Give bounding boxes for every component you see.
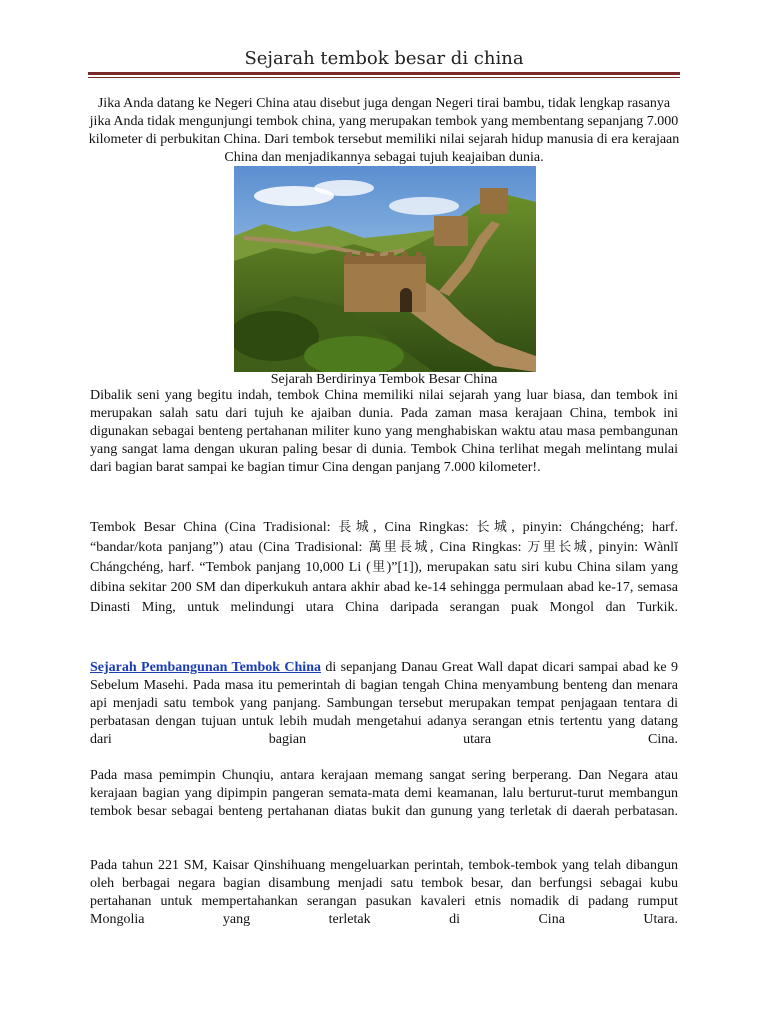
paragraph-4: Pada masa pemimpin Chunqiu, antara kerajaan memang sangat sering berperang. Dan Negara atau kerajaan bagian yang dipimpin pangeran semata-mata demi keamanan, lalu berturut-turut membangun tembok besar sebagai benteng pertahanan diatas bukit dan gunung yang terletak di daerah perbatasan. — [90, 768, 678, 819]
chinese-li-char: 里 — [370, 560, 387, 575]
sejarah-pembangunan-link[interactable]: Sejarah Pembangunan Tembok China — [90, 660, 321, 675]
title-rule-thick — [88, 72, 680, 75]
paragraph-2-text-2: , Cina Ringkas: — [373, 520, 477, 535]
chinese-traditional-2: 萬里長城 — [368, 540, 430, 555]
paragraph-2-text-1: Tembok Besar China (Cina Tradisional: — [90, 520, 339, 535]
great-wall-photo — [234, 166, 536, 372]
paragraph-2-text-6: )”[1]), merupakan satu siri kubu China silam yang dibina sekitar 200 SM dan diperkukuh antara akhir abad ke-14 sehingga permulaan abad ke-17, semasa Dinasti Ming, untuk melindungi utara China daripada serangan puak Mongol dan Turkik. — [90, 560, 678, 615]
paragraph-5: Pada tahun 221 SM, Kaisar Qinshihuang mengeluarkan perintah, tembok-tembok yang telah dibangun oleh berbagai negara bagian disambung menjadi satu tembok besar, dan berfungsi sebagai kubu pertahanan untuk mempertahankan serangan pasukan kavaleri etnis nomadik di padang rumput Mongolia yang terletak di Cina Utara. — [90, 858, 678, 927]
paragraph-1: Dibalik seni yang begitu indah, tembok China memiliki nilai sejarah yang luar biasa, dan tembok ini merupakan salah satu dari tujuh ke ajaiban dunia. Pada zaman masa kerajaan China, tembok ini digunakan sebagai benteng pertahanan militer kuno yang menghabiskan waktu atau masa pembangunan yang sangat lama dengan ukuran paling besar di dunia. Tembok China terlihat megah melintang mulai dari bagian barat sampai ke bagian timur Cina dengan panjang 7.000 kilometer!. — [90, 388, 678, 475]
paragraph-3-text: di sepanjang Danau Great Wall dapat dicari sampai abad ke 9 Sebelum Masehi. Pada masa itu pemerintah di bagian tengah China menyambung benteng dan menara api menjadi satu tembok yang panjang. Sambungan tersebut merupakan tempat penjagaan tentara di perbatasan dengan tujuan untuk lebih mudah mengetahui adanya serangan etnis tertentu yang datang dari bagian utara Cina. — [90, 660, 678, 747]
title-rule-thin — [88, 77, 680, 78]
paragraph-2 — [90, 518, 678, 618]
paragraph-2-text-4: , Cina Ringkas: — [429, 540, 528, 555]
intro-paragraph: Jika Anda datang ke Negeri China atau disebut juga dengan Negeri tirai bambu, tidak lengkap rasanya jika Anda tidak mengunjungi tembok china, yang merupakan tembok yang membentang sepanjang 7.000 kilometer di perbukitan China. Dari tembok tersebut memiliki nilai sejarah hidup manusia di era kerajaan China dan menjadikannya sebagai tujuh keajaiban dunia. — [88, 96, 680, 165]
paragraph-3 — [90, 659, 678, 749]
chinese-simplified-2: 万里长城 — [527, 540, 590, 555]
chinese-simplified-1: 长城 — [476, 520, 512, 535]
paragraph-2-text-3: , pinyin: Chángchéng; harf. “bandar/kota panjang”) atau (Cina Tradisional: — [90, 520, 678, 555]
document-title: Sejarah tembok besar di china — [244, 48, 524, 69]
image-caption: Sejarah Berdirinya Tembok Besar China — [270, 372, 498, 387]
chinese-traditional-1: 長城 — [338, 520, 374, 535]
paragraph-2-text-5: , pinyin: Wànlǐ Chángchéng, harf. “Tembok panjang 10,000 Li ( — [90, 540, 678, 575]
